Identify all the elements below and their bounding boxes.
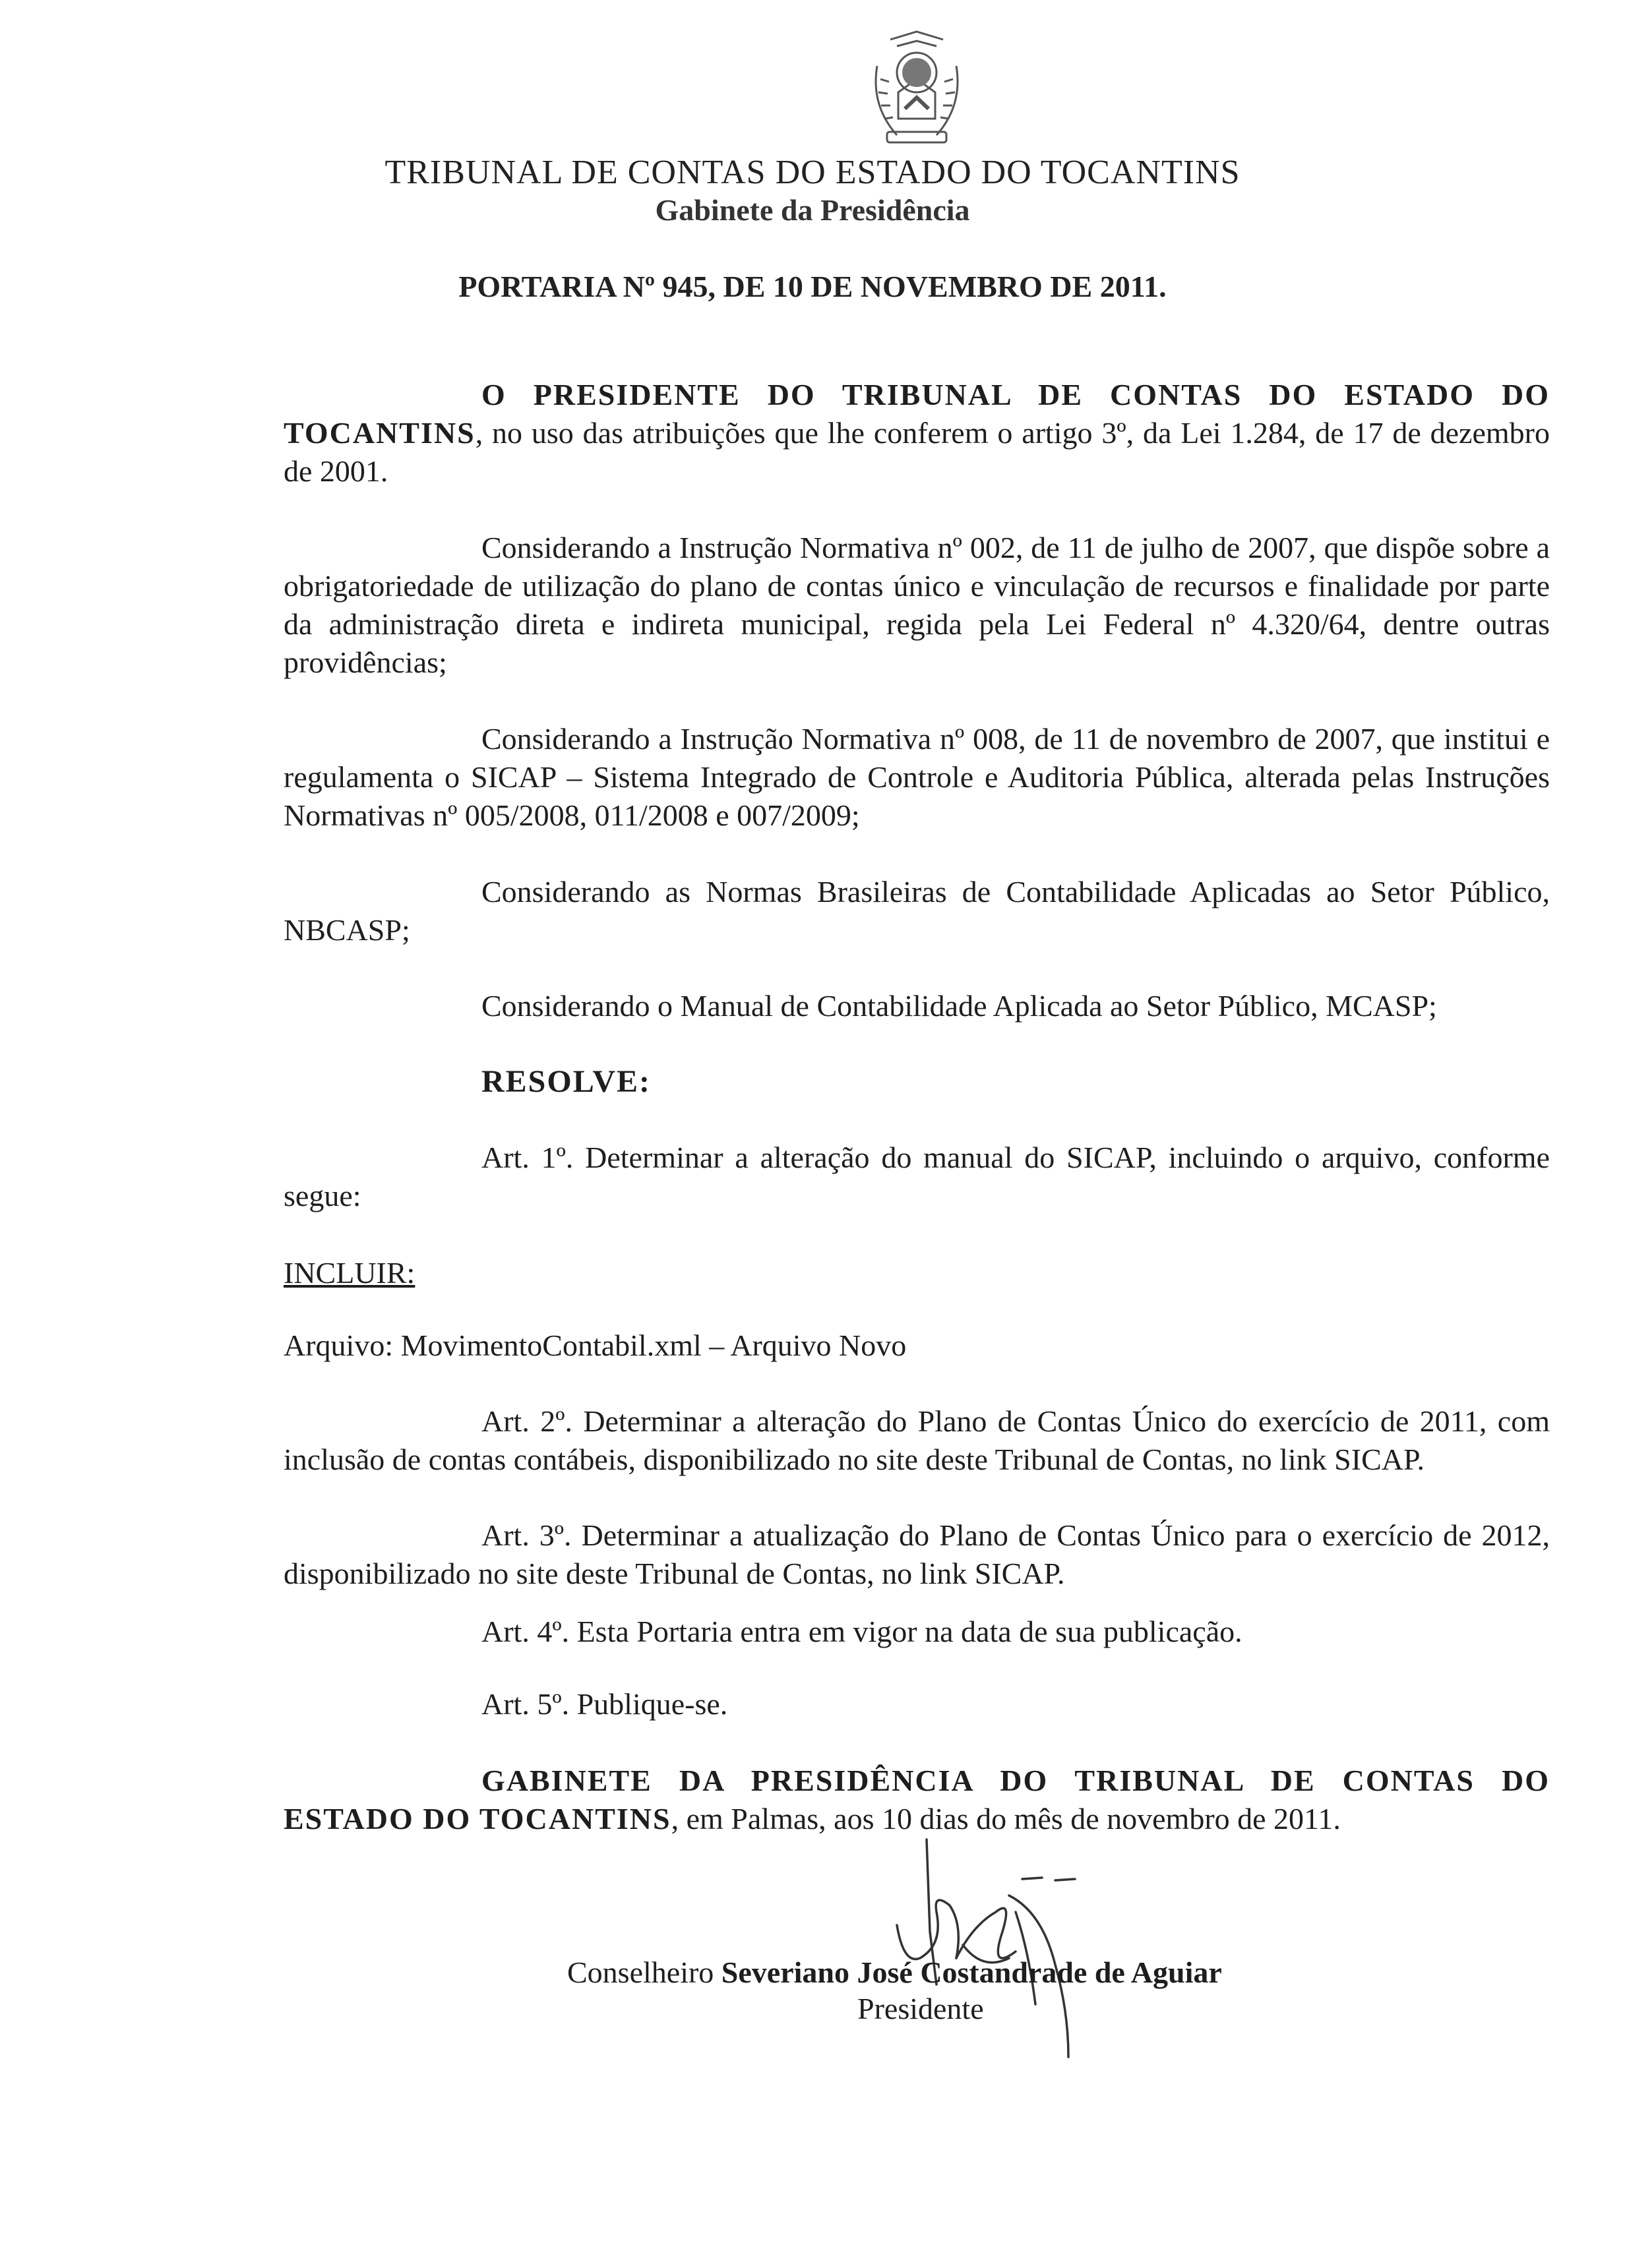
consideration-paragraph-1: Considerando a Instrução Normativa nº 002, de 11 de julho de 2007, que dispõe sobre a obrigatoriedade de utilização do plano de contas único e vinculação de recursos e finalidade por parte da administração direta e indireta municipal, regida pela Lei Federal nº 4.320/64, dentre outras providências; bbox=[284, 531, 1550, 679]
article-3: Art. 3º. Determinar a atualização do Plano de Contas Único para o exercício de 2012, disponibilizado no site deste Tribunal de Contas, no link SICAP. bbox=[284, 1518, 1550, 1590]
resolve-heading: RESOLVE: bbox=[481, 1064, 651, 1099]
incluir-label: INCLUIR: bbox=[284, 1256, 415, 1290]
signer-name: Severiano José Costandrade de Aguiar bbox=[721, 1955, 1222, 1989]
consideration-paragraph-3: Considerando as Normas Brasileiras de Contabilidade Aplicadas ao Setor Público, NBCASP; bbox=[284, 875, 1550, 947]
arquivo-line: Arquivo: MovimentoContabil.xml – Arquivo Novo bbox=[284, 1328, 907, 1362]
preamble-rest: , no uso das atribuições que lhe conferem o artigo 3º, da Lei 1.284, de 17 de dezembro de 2001. bbox=[284, 416, 1550, 488]
closing-lead: GABINETE DA PRESIDÊNCIA DO TRIBUNAL DE CONTAS DO ESTADO DO TOCANTINS bbox=[284, 1764, 1550, 1835]
state-coat-of-arms-icon bbox=[851, 26, 983, 158]
article-4: Art. 4º. Esta Portaria entra em vigor na data de sua publicação. bbox=[481, 1615, 1242, 1648]
article-1: Art. 1º. Determinar a alteração do manual do SICAP, incluindo o arquivo, conforme segue: bbox=[284, 1141, 1550, 1212]
article-5: Art. 5º. Publique-se. bbox=[481, 1687, 728, 1721]
signer-role: Presidente bbox=[857, 1992, 984, 2025]
consideration-paragraph-4: Considerando o Manual de Contabilidade Aplicada ao Setor Público, MCASP; bbox=[481, 989, 1437, 1023]
institution-name: TRIBUNAL DE CONTAS DO ESTADO DO TOCANTINS bbox=[384, 154, 1241, 191]
article-2: Art. 2º. Determinar a alteração do Plano de Contas Único do exercício de 2011, com inclusão de contas contábeis, disponibilizado no site deste Tribunal de Contas, no link SICAP. bbox=[284, 1404, 1550, 1476]
closing-rest: , em Palmas, aos 10 dias do mês de novembro de 2011. bbox=[671, 1802, 1341, 1835]
preamble-paragraph bbox=[284, 376, 1550, 491]
signer-line bbox=[567, 1954, 1222, 1992]
closing-paragraph bbox=[284, 1762, 1550, 1838]
preamble-lead: O PRESIDENTE DO TRIBUNAL DE CONTAS DO ESTADO DO TOCANTINS bbox=[284, 378, 1550, 450]
department-name: Gabinete da Presidência bbox=[655, 193, 970, 227]
consideration-paragraph-2: Considerando a Instrução Normativa nº 008, de 11 de novembro de 2007, que institui e regulamenta o SICAP – Sistema Integrado de Controle e Auditoria Pública, alterada pelas Instruções Normativas nº 005/2008, 011/2008 e 007/2009; bbox=[284, 722, 1550, 832]
document-title: PORTARIA Nº 945, DE 10 DE NOVEMBRO DE 2011. bbox=[458, 270, 1167, 303]
signer-prefix: Conselheiro bbox=[567, 1955, 714, 1989]
